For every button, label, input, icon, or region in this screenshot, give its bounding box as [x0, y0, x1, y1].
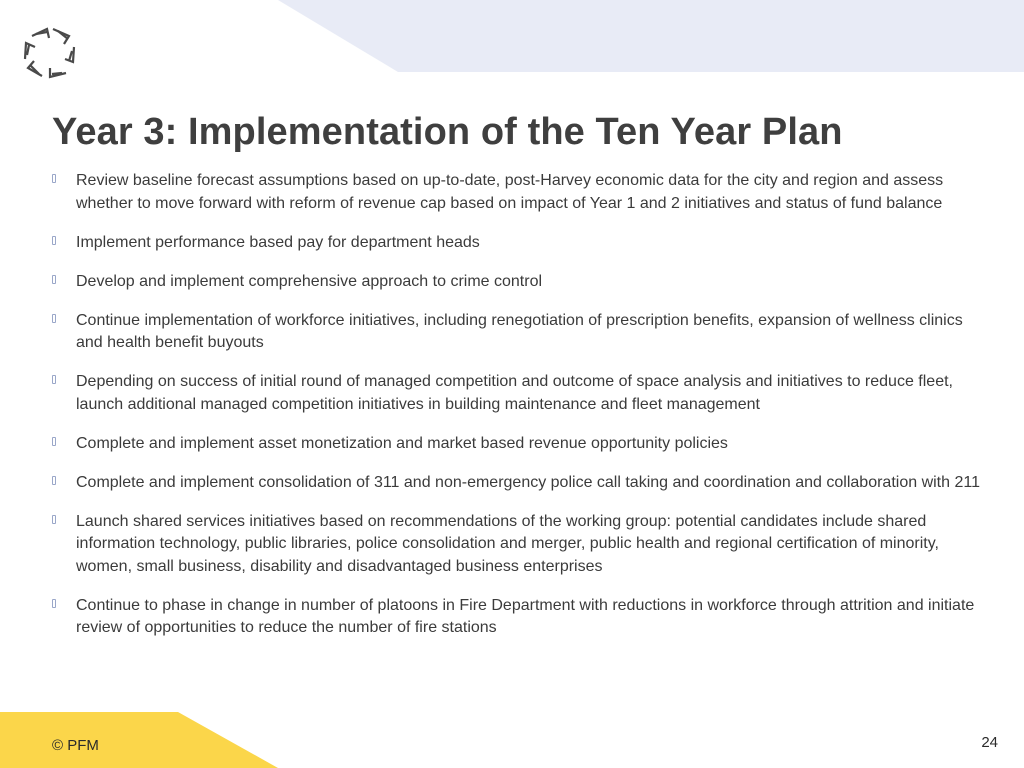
- bullet-icon: [52, 275, 56, 284]
- bullet-icon: [52, 375, 56, 384]
- footer-band: [0, 712, 300, 768]
- copyright-text: © PFM: [52, 737, 99, 754]
- bullet-item: [52, 271, 982, 294]
- bullet-item: [52, 595, 982, 640]
- bullet-text: Launch shared services initiatives based on recommendations of the working group: potential candidates include shared information technology, public libraries, police consolidation and merger, public health and regional certification of minority, women, small business, disability and disadvantaged business enterprises: [76, 512, 939, 575]
- header-band: [0, 0, 1024, 72]
- bullet-item: [52, 511, 982, 579]
- slide-title: Year 3: Implementation of the Ten Year Plan: [52, 111, 843, 153]
- bullet-icon: [52, 174, 56, 183]
- bullet-text: Review baseline forecast assumptions based on up-to-date, post-Harvey economic data for the city and region and assess whether to move forward with reform of revenue cap based on impact of Year 1 and 2 initiatives and status of fund balance: [76, 172, 944, 212]
- bullet-text: Complete and implement asset monetization and market based revenue opportunity policies: [76, 434, 728, 452]
- bullet-text: Depending on success of initial round of managed competition and outcome of space analysis and initiatives to reduce fleet, launch additional managed competition initiatives in building maintenance and fleet management: [76, 373, 953, 413]
- bullet-text: Continue implementation of workforce initiatives, including renegotiation of prescription benefits, expansion of wellness clinics and health benefit buyouts: [76, 311, 963, 351]
- bullet-icon: [52, 236, 56, 245]
- bullet-text: Complete and implement consolidation of 311 and non-emergency police call taking and coordination and collaboration with 211: [76, 473, 980, 491]
- bullet-icon: [52, 314, 56, 323]
- bullet-text: Continue to phase in change in number of platoons in Fire Department with reductions in workforce through attrition and initiate review of opportunities to reduce the number of fire stations: [76, 596, 975, 636]
- bullet-item: [52, 170, 982, 215]
- bullet-item: [52, 310, 982, 355]
- bullet-icon: [52, 599, 56, 608]
- bullet-list: [52, 170, 982, 656]
- bullet-icon: [52, 515, 56, 524]
- bullet-item: [52, 371, 982, 416]
- bullet-item: [52, 232, 982, 255]
- bullet-item: [52, 472, 982, 495]
- bullet-text: Develop and implement comprehensive approach to crime control: [76, 272, 543, 290]
- bullet-icon: [52, 476, 56, 485]
- bullet-item: [52, 433, 982, 456]
- pfm-logo-icon: [22, 27, 78, 79]
- page-number: 24: [981, 734, 998, 751]
- bullet-icon: [52, 437, 56, 446]
- bullet-text: Implement performance based pay for department heads: [76, 233, 480, 251]
